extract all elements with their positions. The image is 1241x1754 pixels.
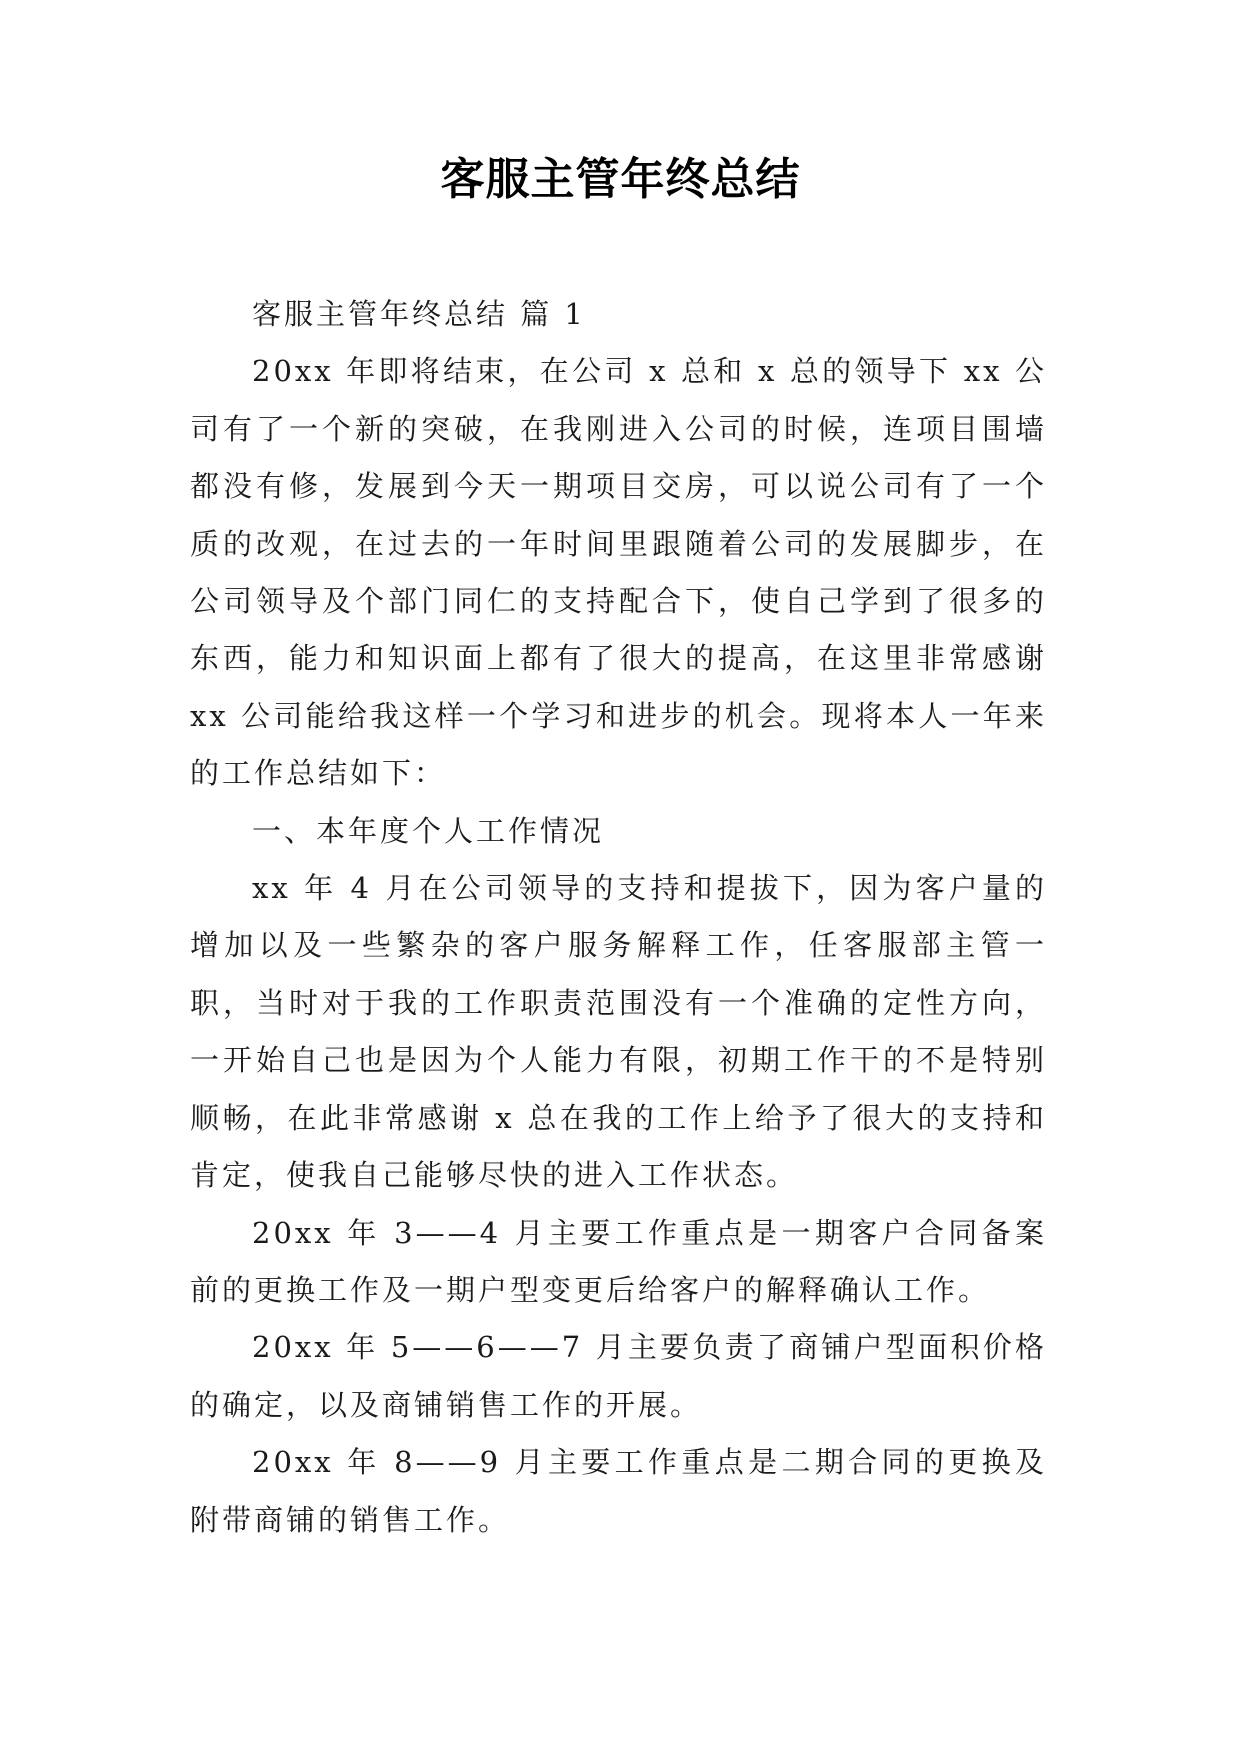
document-body xyxy=(190,286,1047,1549)
body-paragraph: 20xx 年 3——4 月主要工作重点是一期客户合同备案前的更换工作及一期户型变更后给客户的解释确认工作。 xyxy=(190,1215,1047,1307)
body-paragraph: xx 年 4 月在公司领导的支持和提拔下，因为客户量的增加以及一些繁杂的客户服务解释工作，任客服部主管一职，当时对于我的工作职责范围没有一个准确的定性方向，一开始自己也是因为个人能力有限，初期工作干的不是特别顺畅，在此非常感谢 x 总在我的工作上给予了很大的支持和肯定，使我自己能够尽快的进入工作状态。 xyxy=(190,871,1047,1193)
body-paragraph: 20xx 年 5——6——7 月主要负责了商铺户型面积价格的确定，以及商铺销售工作的开展。 xyxy=(190,1330,1047,1422)
document-title: 客服主管年终总结 xyxy=(440,154,801,205)
intro-paragraph: 20xx 年即将结束，在公司 x 总和 x 总的领导下 xx 公司有了一个新的突破，在我刚进入公司的时候，连项目围墙都没有修，发展到今天一期项目交房，可以说公司有了一个质的改观，在过去的一年时间里跟随着公司的发展脚步，在公司领导及个部门同仁的支持配合下，使自己学到了很多的东西，能力和知识面上都有了很大的提高，在这里非常感谢 xx 公司能给我这样一个学习和进步的机会。现将本人一年来的工作总结如下： xyxy=(190,354,1047,791)
section-heading: 客服主管年终总结 篇 1 xyxy=(252,297,586,331)
body-paragraph: 20xx 年 8——9 月主要工作重点是二期合同的更换及附带商铺的销售工作。 xyxy=(190,1445,1047,1537)
subsection-heading: 一、本年度个人工作情况 xyxy=(252,813,605,848)
